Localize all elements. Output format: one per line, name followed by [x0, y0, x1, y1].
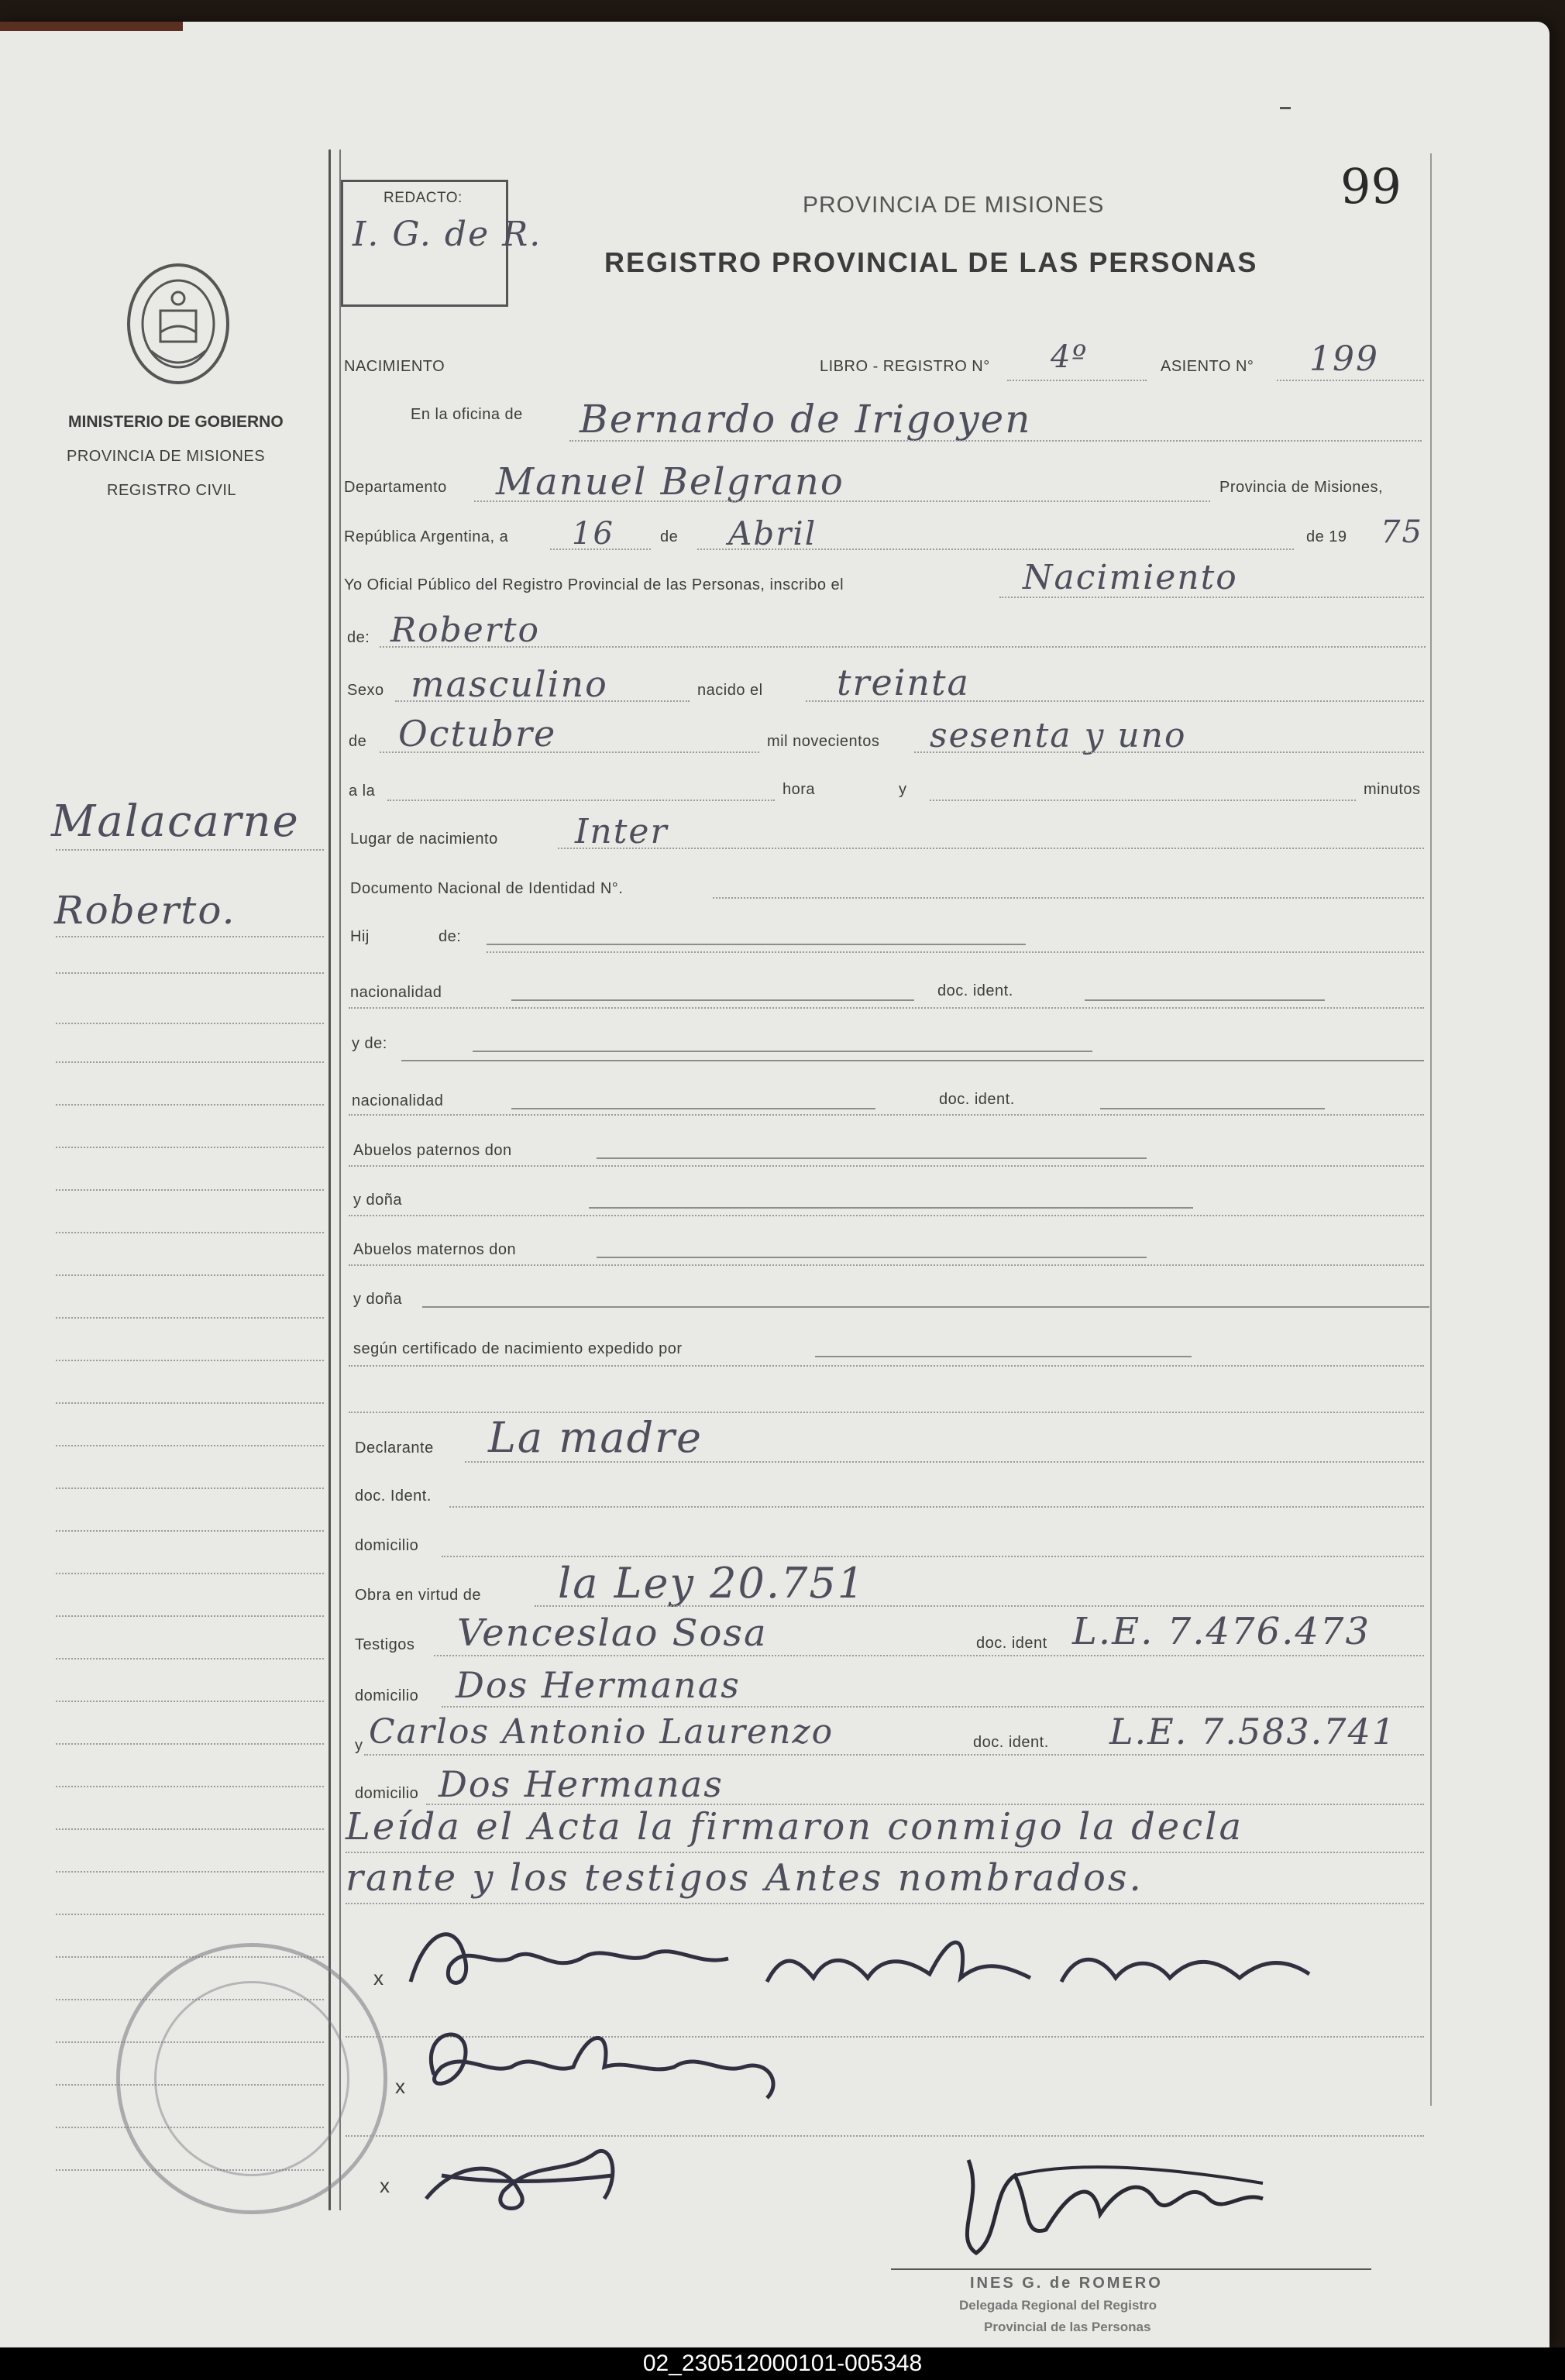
mil-value: sesenta y uno: [930, 716, 1187, 755]
field-line: [713, 897, 1424, 899]
domicilio2-value: Dos Hermanas: [456, 1664, 741, 1706]
field-line: [535, 1605, 1424, 1607]
field-line: [511, 1108, 875, 1109]
margin-line: [56, 1828, 324, 1830]
libro-value: 4º: [1051, 339, 1089, 375]
declarante-value: La madre: [488, 1413, 703, 1462]
field-line: [380, 646, 1426, 648]
hora-label: hora: [782, 781, 816, 798]
declarant-signature: [395, 1912, 1340, 2005]
doc1-label: doc. ident.: [937, 982, 1013, 999]
docident-label: doc. Ident.: [355, 1488, 432, 1505]
margin-line: [56, 1615, 324, 1617]
margin-line: [56, 1530, 324, 1532]
margin-line: [56, 1445, 324, 1446]
ydona2-label: y doña: [353, 1291, 403, 1308]
republica-label: República Argentina, a: [344, 528, 509, 545]
testigo1-name: Venceslao Sosa: [457, 1611, 768, 1655]
testigo2-name: Carlos Antonio Laurenzo: [369, 1712, 834, 1752]
departamento-value: Manuel Belgrano: [496, 460, 844, 504]
field-line: [487, 944, 1026, 945]
margin-line: [56, 1317, 324, 1319]
sidebar-province: PROVINCIA DE MISIONES: [67, 448, 266, 465]
right-margin-rule: [1430, 153, 1432, 2106]
redacto-value: I. G. de R.: [353, 215, 542, 254]
signature-mark-1: x: [373, 1966, 384, 1990]
de2-value: Roberto: [390, 610, 541, 650]
field-line: [380, 751, 759, 753]
field-line: [1277, 380, 1424, 381]
dash-mark: [1280, 107, 1291, 109]
field-line: [474, 500, 1210, 502]
field-line: [364, 1754, 1424, 1756]
redacto-label: REDACTO:: [384, 190, 463, 206]
margin-line: [56, 1274, 324, 1276]
year-label: de 19: [1306, 528, 1347, 545]
margin-line: [56, 1061, 324, 1063]
field-line: [442, 1706, 1424, 1708]
margin-given-name: Roberto.: [54, 888, 236, 933]
obra-label: Obra en virtud de: [355, 1587, 482, 1604]
oficial-label: Yo Oficial Público del Registro Provincial de las Personas, inscribo el: [344, 576, 844, 593]
margin-line: [56, 936, 324, 937]
field-line: [558, 848, 1424, 849]
margin-line: [56, 1360, 324, 1361]
officer-title-1: Delegada Regional del Registro: [959, 2298, 1157, 2313]
field-line: [1100, 1108, 1325, 1109]
asiento-label: ASIENTO N°: [1161, 358, 1254, 375]
testigos-label: Testigos: [355, 1636, 415, 1653]
margin-line: [56, 1104, 324, 1106]
sexo-label: Sexo: [347, 682, 384, 699]
day-value: 16: [572, 516, 614, 552]
field-line: [349, 1365, 1424, 1367]
margin-line: [56, 1701, 324, 1702]
de4-label: de:: [439, 928, 462, 945]
libro-label: LIBRO - REGISTRO N°: [820, 358, 990, 375]
mil-label: mil novecientos: [767, 733, 880, 750]
margin-line: [56, 849, 324, 851]
margin-line: [56, 1914, 324, 1915]
de2-label: de:: [347, 629, 370, 646]
oficial-value: Nacimiento: [1023, 558, 1238, 597]
officer-title-2: Provincial de las Personas: [984, 2320, 1151, 2334]
margin-line: [56, 1488, 324, 1489]
field-line: [349, 1114, 1424, 1116]
field-line: [1085, 999, 1325, 1001]
field-line: [589, 1207, 1193, 1209]
field-line: [442, 1556, 1424, 1557]
field-line: [697, 549, 1294, 550]
field-line: [473, 1051, 1092, 1052]
ala-label: a la: [349, 782, 376, 800]
closing-line-2: rante y los testigos Antes nombrados.: [346, 1856, 1144, 1900]
testigo2-doc: L.E. 7.583.741: [1109, 1711, 1397, 1752]
nacimiento-label: NACIMIENTO: [344, 358, 445, 375]
ministry-label: MINISTERIO DE GOBIERNO: [68, 413, 284, 431]
lugar-label: Lugar de nacimiento: [350, 831, 498, 848]
nacido-value: treinta: [837, 662, 970, 703]
sidebar-registry: REGISTRO CIVIL: [107, 482, 237, 499]
minutos-label: minutos: [1364, 781, 1421, 798]
month-value: Abril: [728, 514, 817, 552]
y2-label: y: [355, 1737, 363, 1754]
field-line: [511, 999, 914, 1001]
registry-stamp: [116, 1943, 387, 2214]
field-line: [346, 1852, 1424, 1853]
binding-edge: [0, 22, 183, 31]
field-line: [465, 1461, 1424, 1463]
field-line: [914, 751, 1424, 753]
margin-line: [56, 1402, 324, 1404]
domicilio2-label: domicilio: [355, 1687, 419, 1704]
margin-line: [56, 1573, 324, 1574]
field-line: [346, 1903, 1424, 1904]
officer-signature-line: [891, 2268, 1371, 2270]
officer-name: INES G. de ROMERO: [970, 2275, 1163, 2292]
field-line: [395, 700, 690, 702]
domicilio3-value: Dos Hermanas: [439, 1763, 724, 1805]
departamento-label: Departamento: [344, 479, 447, 496]
closing-line-1: Leída el Acta la firmaron conmigo la decla: [346, 1805, 1244, 1849]
domicilio1-label: domicilio: [355, 1537, 419, 1554]
field-line: [387, 800, 775, 801]
margin-line: [56, 1147, 324, 1148]
field-line: [487, 951, 1424, 953]
oficina-label: En la oficina de: [411, 406, 523, 423]
margin-line: [56, 1023, 324, 1024]
year-value: 75: [1381, 514, 1423, 550]
field-line: [806, 700, 1424, 702]
doc2-label: doc. ident.: [939, 1091, 1015, 1108]
coat-of-arms-seal: [120, 258, 236, 390]
field-line: [1007, 380, 1147, 381]
asiento-value: 199: [1309, 339, 1379, 379]
witness-signature-1: [403, 2013, 806, 2113]
field-line: [930, 800, 1356, 801]
margin-line: [56, 972, 324, 974]
field-line: [349, 1215, 1424, 1216]
field-line: [597, 1157, 1147, 1159]
provincia-label: Provincia de Misiones,: [1219, 479, 1384, 496]
margin-rule-inner: [339, 150, 341, 2210]
domicilio3-label: domicilio: [355, 1785, 419, 1802]
declarante-label: Declarante: [355, 1439, 434, 1457]
dni-label: Documento Nacional de Identidad N°.: [350, 880, 624, 897]
field-line: [449, 1506, 1424, 1508]
margin-surname: Malacarne: [51, 796, 300, 847]
sexo-value: masculino: [411, 663, 608, 705]
redacto-box: [341, 180, 542, 307]
field-line: [597, 1257, 1147, 1258]
field-line: [349, 1264, 1424, 1266]
field-line: [349, 1007, 1424, 1009]
page-title: REGISTRO PROVINCIAL DE LAS PERSONAS: [604, 246, 1258, 278]
field-line: [434, 1655, 1424, 1656]
margin-line: [56, 1658, 324, 1659]
abp-label: Abuelos paternos don: [353, 1142, 512, 1159]
nac2-label: nacionalidad: [352, 1092, 444, 1109]
mes-value: Octubre: [398, 713, 557, 755]
witness-signature-2: [411, 2129, 643, 2230]
yde-label: y de:: [352, 1035, 387, 1052]
signature-mark-2: x: [395, 2075, 406, 2098]
field-line: [999, 597, 1424, 598]
officer-signature: [937, 2144, 1309, 2268]
province-heading: PROVINCIA DE MISIONES: [803, 192, 1105, 218]
page-number: 99: [1340, 158, 1402, 215]
field-line: [569, 440, 1422, 442]
margin-rule-outer: [328, 150, 331, 2210]
obra-value: la Ley 20.751: [558, 1559, 866, 1608]
doc3-label: doc. ident: [976, 1635, 1047, 1652]
margin-line: [56, 1871, 324, 1873]
register-page: [0, 22, 1550, 2347]
de-label: de: [660, 528, 679, 545]
testigo1-doc: L.E. 7.476.473: [1072, 1610, 1371, 1653]
signature-mark-3: x: [380, 2174, 390, 2197]
margin-line: [56, 1232, 324, 1233]
abm-label: Abuelos maternos don: [353, 1241, 517, 1258]
margin-line: [56, 1743, 324, 1745]
hij-label: Hij: [350, 928, 370, 945]
y-label: y: [899, 781, 907, 798]
field-line: [349, 1165, 1424, 1167]
field-line: [401, 1060, 1424, 1061]
de3-label: de: [349, 733, 367, 750]
field-line: [550, 549, 651, 550]
ydona1-label: y doña: [353, 1192, 403, 1209]
segun-label: según certificado de nacimiento expedido por: [353, 1340, 683, 1357]
doc4-label: doc. ident.: [973, 1734, 1049, 1751]
margin-line: [56, 1189, 324, 1191]
margin-line: [56, 1786, 324, 1787]
nacido-label: nacido el: [697, 682, 763, 699]
field-line: [422, 1306, 1429, 1308]
file-id-footer: 02_230512000101-005348: [0, 2347, 1565, 2380]
nac1-label: nacionalidad: [350, 984, 442, 1001]
oficina-value: Bernardo de Irigoyen: [580, 397, 1032, 442]
lugar-value: Inter: [575, 812, 669, 851]
field-line: [815, 1356, 1192, 1357]
